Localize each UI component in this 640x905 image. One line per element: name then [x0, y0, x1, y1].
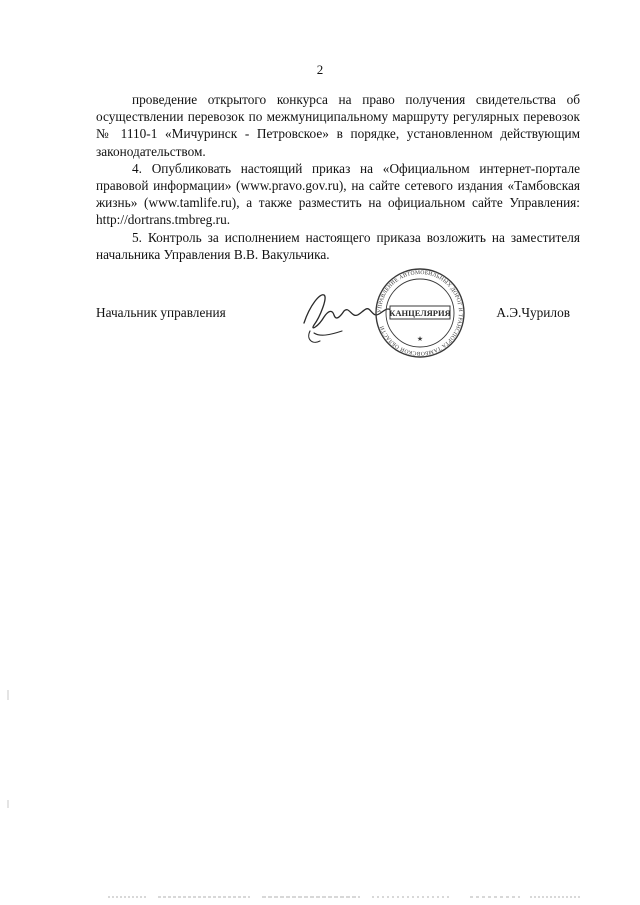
paragraph-item-5: 5. Контроль за исполнением настоящего приказа возложить на заместителя начальника Управления В.В. Вакульчика.: [96, 229, 580, 262]
page-number: 2: [316, 62, 324, 77]
signatory-position: Начальник управления: [96, 305, 226, 320]
official-stamp: [376, 269, 464, 357]
signature-flourish: [309, 331, 342, 342]
paragraph-item-4: 4. Опубликовать настоящий приказ на «Официальном интернет-портале правовой информации» (www.pravo.gov.ru), на сайте сетевого издания «Тамбовская жизнь» (www.tamlife.ru), а также разместить на официальном сайте Управления: http://dortrans.tmbreg.ru.: [96, 160, 580, 228]
stamp-ring-text: УПРАВЛЕНИЕ АВТОМОБИЛЬНЫХ ДОРОГ И ТРАНСПОРТА ТАМБОВСКОЙ ОБЛАСТИ: [376, 269, 464, 357]
paragraph-continuation: проведение открытого конкурса на право получения свидетельства об осуществлении перевозок по межмуниципальному маршруту регулярных перевозок № 1110-1 «Мичуринск - Петровское» в порядке, установленном действующим законодательством.: [96, 92, 580, 159]
signature-and-stamp: [290, 265, 480, 365]
stamp-center-text: КАНЦЕЛЯРИЯ: [389, 308, 451, 318]
svg-text:★: ★: [416, 335, 424, 343]
signatory-name: А.Э.Чурилов: [496, 305, 570, 320]
document-body: [96, 91, 580, 263]
